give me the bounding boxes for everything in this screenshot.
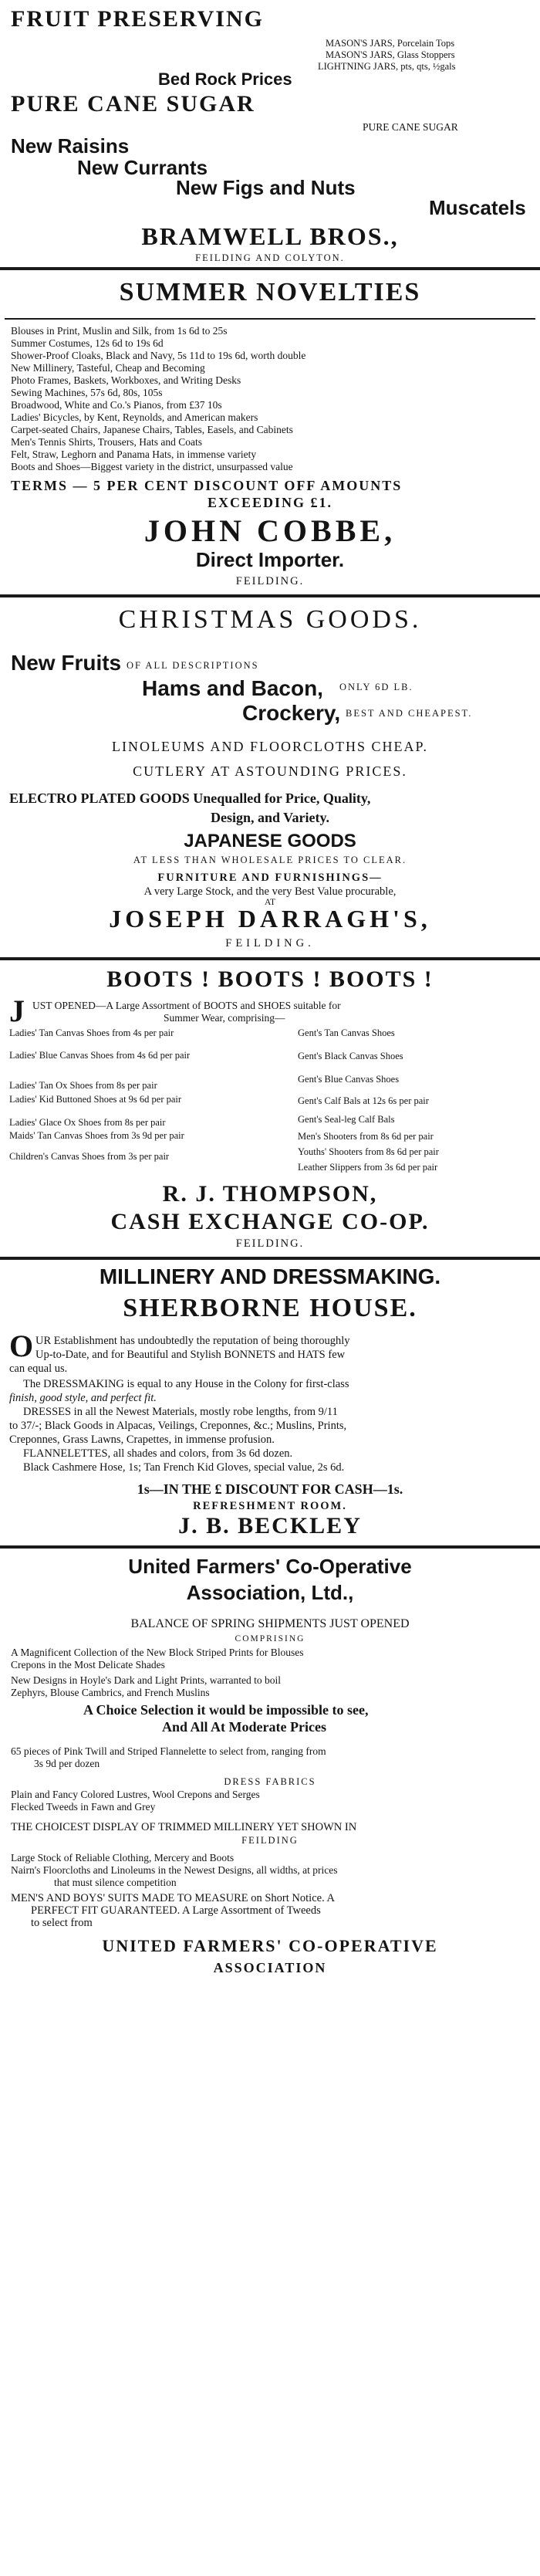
summer-novelties-headline: SUMMER NOVELTIES [119,278,421,306]
millinery-headline: MILLINERY AND DRESSMAKING. [99,1264,441,1288]
rj-thompson-firm: R. J. THOMPSON, [162,1181,378,1207]
slippers-item: Leather Slippers from 3s 6d per pair [298,1162,438,1173]
crockery-description: BEST AND CHEAPEST. [346,708,473,719]
japanese-goods: JAPANESE GOODS [184,831,356,851]
masons-jars-porcelain: MASON'S JARS, Porcelain Tops [326,38,455,49]
novelty-line: Men's Tennis Shirts, Trousers, Hats and Coats [11,436,203,448]
wholesale-line: AT LESS THAN WHOLESALE PRICES TO CLEAR. [133,855,407,865]
united-farmers-footer-1: UNITED FARMERS' CO-OPERATIVE [102,1936,438,1955]
floorcloths-line: Nairn's Floorcloths and Linoleums in the Newest Designs, all widths, at prices [11,1864,338,1876]
darragh-place: FEILDING. [225,937,315,949]
fruit-preserving-headline: FRUIT PRESERVING [11,6,264,32]
furniture-line: FURNITURE AND FURNISHINGS— [157,872,383,884]
ladies-shoe-item: Ladies' Blue Canvas Shoes from 4s 6d per pair [9,1050,191,1061]
lightning-jars: LIGHTNING JARS, pts, qts, ½gals [318,61,456,72]
dressmaking-line-2: finish, good style, and perfect fit. [9,1392,157,1404]
boots-intro-2: Summer Wear, comprising— [164,1012,285,1024]
hose-gloves-line: Black Cashmere Hose, 1s; Tan French Kid Gloves, special value, 2s 6d. [23,1461,345,1474]
novelty-line: Blouses in Print, Muslin and Silk, from 1s 6d to 25s [11,325,228,337]
goods-line: Zephyrs, Blouse Cambrics, and French Muslins [11,1687,210,1698]
goods-line: Crepons in the Most Delicate Shades [11,1659,165,1671]
novelty-line: Broadwood, White and Co.'s Pianos, from £37 10s [11,399,222,411]
masons-jars-glass: MASON'S JARS, Glass Stoppers [326,49,455,60]
gents-shoe-item: Gent's Blue Canvas Shoes [298,1074,400,1085]
new-fruits: New Fruits [11,651,122,675]
novelty-line: Shower-Proof Cloaks, Black and Navy, 5s 11d to 19s 6d, worth double [11,350,306,361]
stock-line: A very Large Stock, and the very Best Value procurable, [143,885,397,898]
bramwell-place: FEILDING AND COLYTON. [195,252,345,263]
drop-cap-o: O [9,1329,34,1363]
bed-rock-prices: Bed Rock Prices [158,69,292,89]
novelty-line: Photo Frames, Baskets, Workboxes, and Writing Desks [11,374,241,386]
youths-shoe-item: Youths' Shooters from 8s 6d per pair [298,1146,439,1157]
gents-shoe-item: Gent's Seal-leg Calf Bals [298,1114,395,1125]
muscatels: Muscatels [429,196,526,219]
establishment-line-3: can equal us. [9,1362,68,1375]
comprising-label: COMPRISING [235,1634,305,1643]
hams-and-bacon: Hams and Bacon, [142,676,323,700]
terms-line-2: EXCEEDING £1. [207,495,333,510]
united-farmers-headline-1: United Farmers' Co-Operative [128,1555,412,1578]
john-cobbe-firm: JOHN COBBE, [143,513,397,548]
terms-line-1: TERMS — 5 PER CENT DISCOUNT OFF AMOUNTS [11,478,403,493]
choice-selection-line-1: A Choice Selection it would be impossible to see, [83,1702,369,1718]
suits-line-1: MEN'S AND BOYS' SUITS MADE TO MEASURE on Short Notice. A [11,1892,335,1904]
electro-plated-line-2: Design, and Variety. [210,810,330,825]
gents-shoe-item: Gent's Calf Bals at 12s 6s per pair [298,1095,429,1106]
gents-shoe-item: Gent's Tan Canvas Shoes [298,1027,395,1038]
ladies-shoe-item: Ladies' Kid Buttoned Shoes at 9s 6d per pair [9,1094,182,1105]
united-farmers-footer-2: ASSOCIATION [213,1960,327,1975]
ad-bramwell-bros [0,0,540,219]
hams-price: ONLY 6D LB. [339,682,413,692]
novelty-line: Summer Costumes, 12s 6d to 19s 6d [11,337,164,349]
boots-intro-1: UST OPENED—A Large Assortment of BOOTS and SHOES suitable for [32,1000,341,1011]
suits-line-2: PERFECT FIT GUARANTEED. A Large Assortment of Tweeds [31,1904,321,1917]
crockery: Crockery, [242,701,341,725]
bramwell-bros-firm: BRAMWELL BROS., [141,222,399,250]
flannelette-line-1: 65 pieces of Pink Twill and Striped Flannelette to select from, ranging from [11,1745,326,1757]
dressmaking-line-1: The DRESSMAKING is equal to any House in the Colony for first-class [23,1378,349,1390]
novelty-line: New Millinery, Tasteful, Cheap and Becoming [11,362,205,374]
novelty-line: Sewing Machines, 57s 6d, 80s, 105s [11,387,163,398]
competition-line: that must silence competition [54,1877,177,1888]
dresses-line-3: Creponnes, Grass Lawns, Crapettes, in immense profusion. [9,1434,275,1446]
at-line: AT [264,898,276,907]
joseph-darragh-firm: JOSEPH DARRAGH'S, [109,905,431,933]
novelty-line: Boots and Shoes—Biggest variety in the district, unsurpassed value [11,461,293,472]
sherborne-house: SHERBORNE HOUSE. [123,1294,417,1322]
novelty-line: Ladies' Bicycles, by Kent, Reynolds, and American makers [11,411,258,423]
choice-selection-line-2: And All At Moderate Prices [162,1719,326,1735]
novelty-line: Carpet-seated Chairs, Japanese Chairs, Tables, Easels, and Cabinets [11,424,293,435]
establishment-line-1: UR Establishment has undoubtedly the reputation of being thoroughly [35,1335,350,1347]
novelty-line: Felt, Straw, Leghorn and Panama Hats, in immense variety [11,449,257,460]
establishment-line-2: Up-to-Date, and for Beautiful and Stylish BONNETS and HATS few [35,1349,346,1361]
goods-line: A Magnificent Collection of the New Block Striped Prints for Blouses [11,1647,304,1658]
dress-fabric-line: Flecked Tweeds in Fawn and Grey [11,1801,156,1813]
millinery-display-line-1: THE CHOICEST DISPLAY OF TRIMMED MILLINERY YET SHOWN IN [11,1821,357,1833]
dresses-line-1: DRESSES in all the Newest Materials, mostly robe lengths, from 9/11 [23,1406,338,1418]
cobbe-place: FEILDING. [235,575,305,587]
new-raisins: New Raisins [11,134,130,157]
new-figs-and-nuts: New Figs and Nuts [176,176,356,199]
thompson-place: FEILDING. [235,1237,305,1250]
dress-fabric-line: Plain and Fancy Colored Lustres, Wool Crepons and Serges [11,1789,260,1800]
jb-beckley-firm: J. B. BECKLEY [178,1513,362,1538]
cutlery-line: CUTLERY AT ASTOUNDING PRICES. [133,763,407,779]
cash-exchange-coop: CASH EXCHANGE CO-OP. [110,1209,430,1234]
balance-line: BALANCE OF SPRING SHIPMENTS JUST OPENED [130,1617,410,1630]
flannelettes-line: FLANNELETTES, all shades and colors, from 3s 6d dozen. [23,1447,293,1460]
electro-plated-line-1: ELECTRO PLATED GOODS Unequalled for Price, Quality, [9,790,371,806]
headline-underline [5,318,535,320]
linoleums-line: LINOLEUMS AND FLOORCLOTHS CHEAP. [111,739,429,754]
gents-shoe-item: Gent's Black Canvas Shoes [298,1051,403,1061]
christmas-goods-headline: CHRISTMAS GOODS. [118,605,422,634]
millinery-display-line-2: FEILDING [241,1835,299,1846]
united-farmers-headline-2: Association, Ltd., [186,1581,354,1604]
pure-cane-sugar-small: PURE CANE SUGAR [363,121,458,133]
new-currants: New Currants [77,156,208,179]
childrens-shoe-item: Children's Canvas Shoes from 3s per pair [9,1151,170,1162]
flannelette-line-2: 3s 9d per dozen [34,1758,100,1769]
drop-cap-j: J [9,994,25,1028]
ladies-shoe-item: Ladies' Glace Ox Shoes from 8s per pair [9,1117,166,1128]
goods-line: New Designs in Hoyle's Dark and Light Prints, warranted to boil [11,1674,281,1686]
suits-line-3: to select from [31,1917,93,1929]
ladies-shoe-item: Ladies' Tan Ox Shoes from 8s per pair [9,1080,157,1091]
mens-shoe-item: Men's Shooters from 8s 6d per pair [298,1131,434,1142]
ladies-shoe-item: Ladies' Tan Canvas Shoes from 4s per pair [9,1027,174,1038]
maids-shoe-item: Maids' Tan Canvas Shoes from 3s 9d per pair [9,1130,184,1141]
fruits-description: OF ALL DESCRIPTIONS [127,660,259,671]
dresses-line-2: to 37/-; Black Goods in Alpacas, Veilings, Creponnes, &c.; Muslins, Prints, [9,1420,347,1432]
cash-discount-line: 1s—IN THE £ DISCOUNT FOR CASH—1s. [137,1481,403,1497]
refreshment-room: REFRESHMENT ROOM. [193,1500,347,1512]
direct-importer: Direct Importer. [195,548,345,571]
pure-cane-sugar-large: PURE CANE SUGAR [11,91,255,117]
dress-fabrics-label: DRESS FABRICS [224,1776,316,1787]
clothing-line: Large Stock of Reliable Clothing, Mercery and Boots [11,1852,235,1863]
boots-headline: BOOTS ! BOOTS ! BOOTS ! [106,966,434,992]
